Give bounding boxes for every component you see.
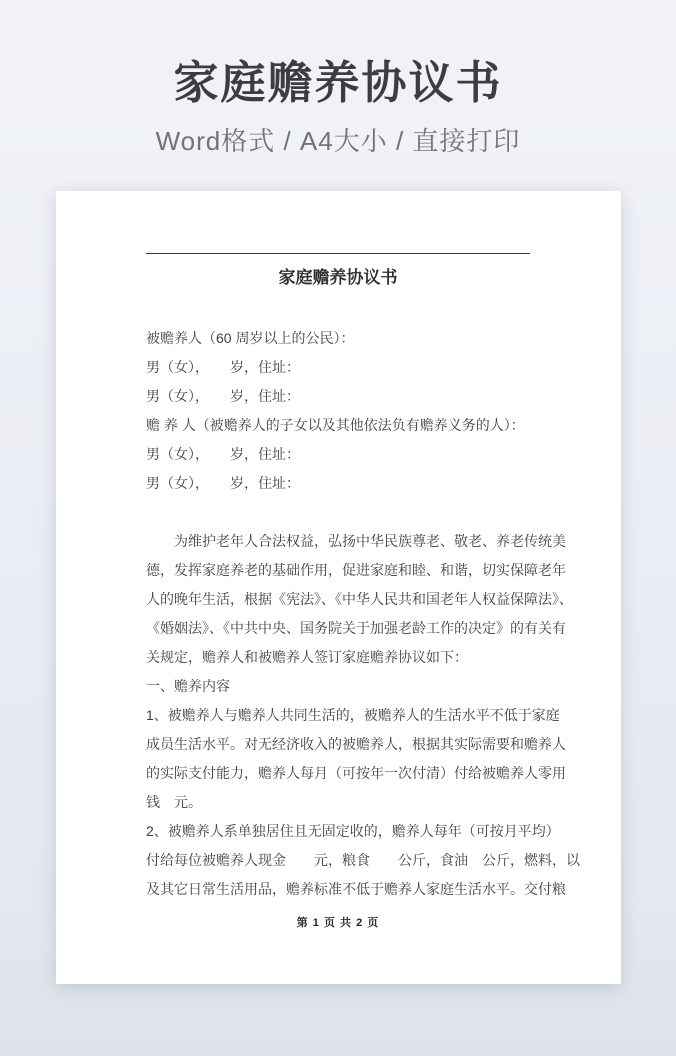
- document-body: [146, 324, 580, 904]
- doc-line-dependents-heading: 被赡养人（60 周岁以上的公民）：: [146, 329, 355, 346]
- document-content: [146, 191, 580, 904]
- doc-line-section-1-heading: 一、赡养内容: [146, 677, 230, 694]
- doc-line-clause-2-2: 付给每位被赡养人现金 元，粮食 公斤，食油 公斤，燃料，以: [146, 851, 580, 868]
- banner-subtitle: Word格式 / A4大小 / 直接打印: [155, 125, 521, 156]
- doc-line-preamble-2: 德，发挥家庭养老的基础作用，促进家庭和睦、和谐，切实保障老年: [146, 561, 566, 578]
- document-title: 家庭赡养协议书: [278, 267, 398, 287]
- header-banner: [0, 0, 676, 158]
- header-rule-divider: [146, 253, 530, 254]
- doc-line-preamble-3: 人的晚年生活，根据《宪法》、《中华人民共和国老年人权益保障法》、: [146, 590, 573, 607]
- doc-line-clause-1-3: 的实际支付能力，赡养人每月（可按年一次付清）付给被赡养人零用: [146, 764, 566, 781]
- doc-line-preamble-1: 为维护老年人合法权益，弘扬中华民族尊老、敬老、养老传统美: [146, 532, 566, 549]
- doc-line-supporter-blank-1: 男（女）， 岁，住址：: [146, 445, 300, 462]
- document-page-preview: [56, 191, 621, 984]
- doc-line-clause-2-3: 及其它日常生活用品，赡养标准不低于赡养人家庭生活水平。交付粮: [146, 880, 566, 897]
- doc-line-clause-1-1: 1、被赡养人与赡养人共同生活的，被赡养人的生活水平不低于家庭: [146, 706, 560, 723]
- doc-line-clause-1-4: 钱 元。: [146, 793, 202, 810]
- doc-line-supporters-heading: 赡 养 人（被赡养人的子女以及其他依法负有赡养义务的人）：: [146, 416, 525, 433]
- doc-line-preamble-5: 关规定，赡养人和被赡养人签订家庭赡养协议如下：: [146, 648, 468, 665]
- blank-line: [146, 498, 530, 527]
- banner-title: 家庭赡养协议书: [173, 57, 503, 108]
- doc-line-dependent-blank-2: 男（女）， 岁，住址：: [146, 387, 300, 404]
- doc-line-clause-1-2: 成员生活水平。对无经济收入的被赡养人，根据其实际需要和赡养人: [146, 735, 566, 752]
- doc-line-supporter-blank-2: 男（女）， 岁，住址：: [146, 474, 300, 491]
- page-number-footer: 第 1 页 共 2 页: [296, 916, 380, 929]
- doc-line-clause-2-1: 2、被赡养人系单独居住且无固定收的，赡养人每年（可按月平均）: [146, 822, 560, 839]
- doc-line-preamble-4: 《婚姻法》、《中共中央、国务院关于加强老龄工作的决定》的有关有: [146, 619, 566, 636]
- doc-line-dependent-blank-1: 男（女）， 岁，住址：: [146, 358, 300, 375]
